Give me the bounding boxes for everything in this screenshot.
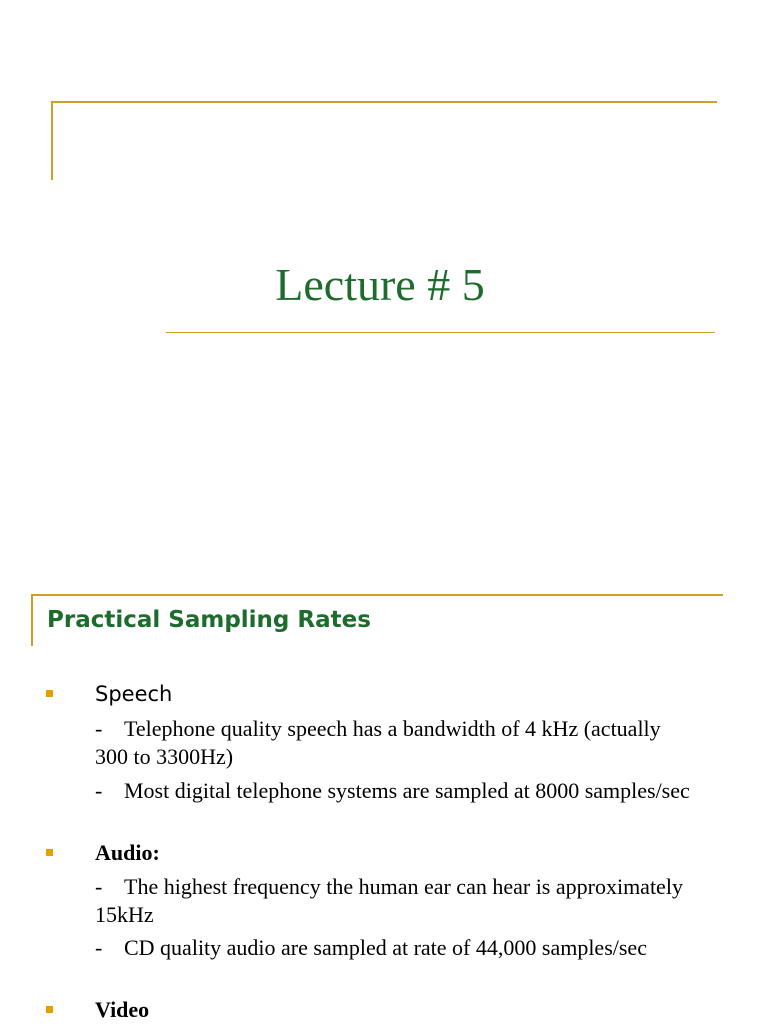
dash-marker: - [95, 935, 103, 960]
list-item-text: The highest frequency the human ear can hear is approximately 15kHz [95, 874, 683, 927]
slide-title: Practical Sampling Rates [47, 607, 371, 633]
bullet-icon [46, 849, 53, 856]
title-underline [166, 332, 715, 333]
list-item-text: Telephone quality speech has a bandwidth of 4 kHz (actually 300 to 3300Hz) [95, 716, 661, 769]
top-frame-line [31, 594, 723, 596]
left-frame-line [31, 594, 33, 646]
bullet-icon [46, 1006, 53, 1013]
top-frame-line [51, 101, 717, 103]
dash-marker: - [95, 874, 103, 899]
bullet-icon [46, 690, 53, 697]
list-item-text: Most digital telephone systems are sampled at 8000 samples/sec [124, 778, 690, 803]
list-item-text: CD quality audio are sampled at rate of 44,000 samples/sec [124, 935, 647, 960]
dash-marker: - [95, 778, 103, 803]
list-item [95, 873, 695, 929]
list-item [95, 934, 695, 962]
list-item [95, 715, 695, 771]
section-heading-video: Video [95, 997, 150, 1022]
section-heading-audio: Audio: [95, 840, 160, 865]
list-item [95, 777, 695, 805]
lecture-title: Lecture # 5 [275, 259, 485, 310]
dash-marker: - [95, 716, 103, 741]
content-slide [0, 560, 768, 1024]
section-heading-speech: Speech [95, 682, 173, 706]
left-frame-line [51, 101, 53, 180]
